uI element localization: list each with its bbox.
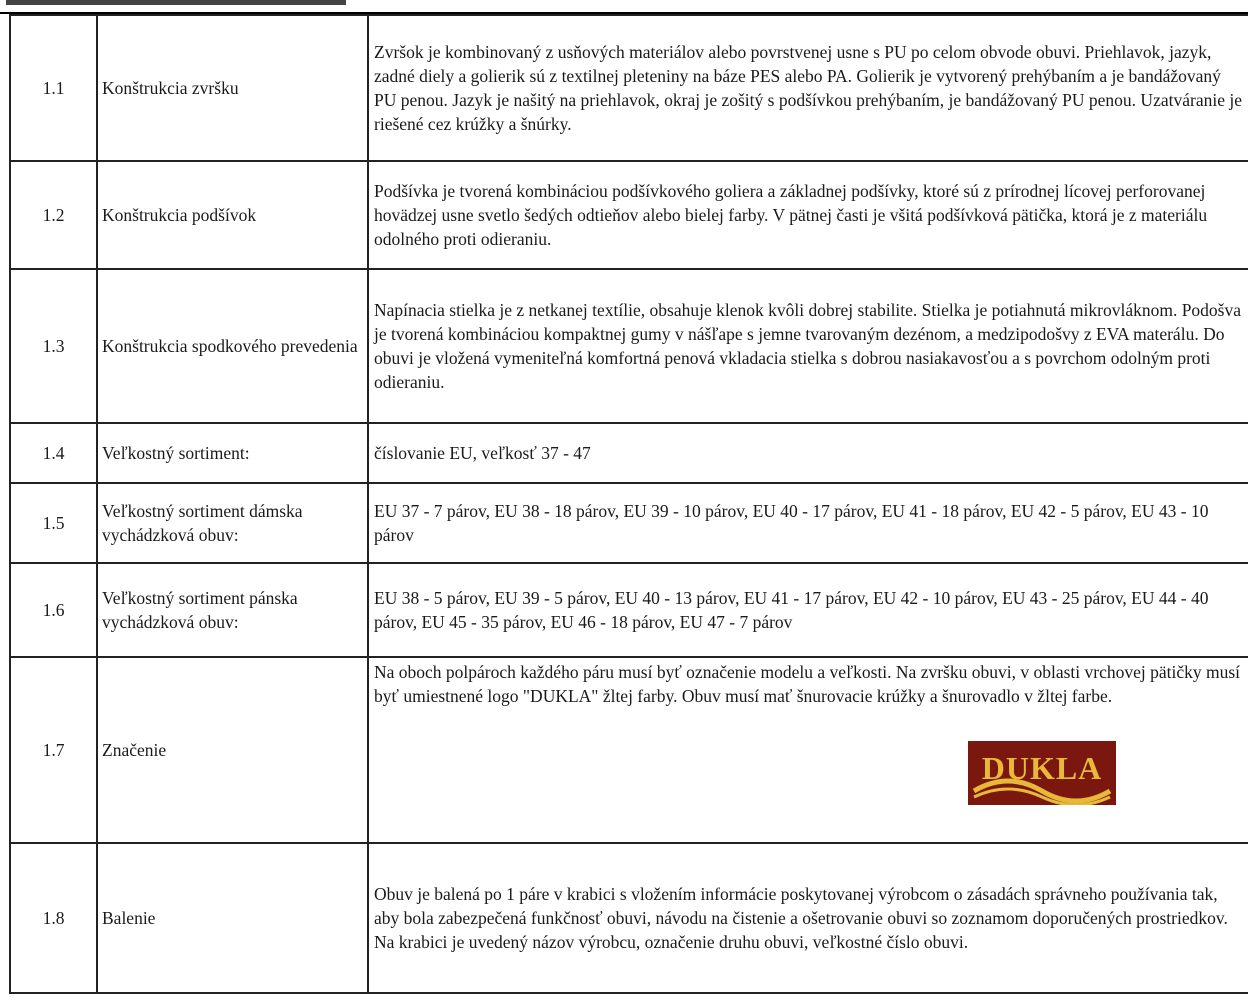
row-number: 1.4	[10, 423, 97, 483]
row-label: Veľkostný sortiment:	[97, 423, 368, 483]
cropped-section-header	[0, 0, 1248, 14]
row-description: Zvršok je kombinovaný z usňových materiálov alebo povrstvenej usne s PU po celom obvode obuvi. Priehlavok, jazyk, zadné diely a golierik sú z textilnej pleteniny na báze PES alebo PA. Golierik je vytvorený prehýbaním a je bandážovaný PU penou. Jazyk je našitý na priehlavok, okraj je zošitý s podšívkou prehýbaním, je bandážovaný PU penou. Uzatváranie je riešené cez krúžky a šnúrky.	[368, 15, 1248, 161]
table-row	[10, 483, 1248, 563]
logo-text: DUKLA	[981, 750, 1103, 786]
row-number: 1.2	[10, 161, 97, 269]
row-number: 1.1	[10, 15, 97, 161]
row-label: Veľkostný sortiment pánska vychádzková obuv:	[97, 563, 368, 657]
row-label: Balenie	[97, 843, 368, 993]
table-row	[10, 843, 1248, 993]
specification-table	[9, 14, 1248, 994]
row-description: Napínacia stielka je z netkanej textílie, obsahuje klenok kvôli dobrej stabilite. Stielka je potiahnutá mikrovláknom. Podošva je tvorená kombináciou kompaktnej gumy v nášľape s jemne tvarovaným dezénom, a medzipodošvy z EVA materálu. Do obuvi je vložená vymeniteľná komfortná penová vkladacia stielka s dobrou nasiakavosťou a s povrchom odolným proti odieraniu.	[368, 269, 1248, 423]
row-label: Veľkostný sortiment dámska vychádzková obuv:	[97, 483, 368, 563]
row-description: Podšívka je tvorená kombináciou podšívkového goliera a základnej podšívky, ktoré sú z prírodnej lícovej perforovanej hovädzej usne svetlo šedých odtieňov alebo bielej farby. V pätnej časti je všitá podšívková pätička, ktorá je z materiálu odolného proti odieraniu.	[368, 161, 1248, 269]
table-row	[10, 657, 1248, 843]
row-description-text: Na oboch polpároch každého páru musí byť označenie modelu a veľkosti. Na zvršku obuvi, v oblasti vrchovej pätičky musí byť umiestnené logo "DUKLA" žltej farby. Obuv musí mať šnurovacie krúžky a šnurovadlo v žltej farbe.	[374, 662, 1241, 706]
table-row	[10, 563, 1248, 657]
row-label: Konštrukcia podšívok	[97, 161, 368, 269]
row-number: 1.7	[10, 657, 97, 843]
row-label: Konštrukcia spodkového prevedenia	[97, 269, 368, 423]
row-number: 1.5	[10, 483, 97, 563]
table-row	[10, 15, 1248, 161]
table-row	[10, 423, 1248, 483]
row-label: Konštrukcia zvršku	[97, 15, 368, 161]
row-description: Obuv je balená po 1 páre v krabici s vložením informácie poskytovanej výrobcom o zásadách správneho používania tak, aby bola zabezpečená funkčnosť obuvi, návodu na čistenie a ošetrovanie obuvi so zoznamom doporučených prostriedkov. Na krabici je uvedený názov výrobcu, označenie druhu obuvi, veľkostné číslo obuvi.	[368, 843, 1248, 993]
row-number: 1.8	[10, 843, 97, 993]
dukla-logo-image	[968, 741, 1116, 805]
table-row	[10, 161, 1248, 269]
row-description	[368, 657, 1248, 843]
row-description: EU 37 - 7 párov, EU 38 - 18 párov, EU 39 - 10 párov, EU 40 - 17 párov, EU 41 - 18 párov, EU 42 - 5 párov, EU 43 - 10 párov	[368, 483, 1248, 563]
row-label: Značenie	[97, 657, 368, 843]
row-description: EU 38 - 5 párov, EU 39 - 5 párov, EU 40 - 13 párov, EU 41 - 17 párov, EU 42 - 10 párov, EU 43 - 25 párov, EU 44 - 40 párov, EU 45 - 35 párov, EU 46 - 18 párov, EU 47 - 7 párov	[368, 563, 1248, 657]
row-number: 1.6	[10, 563, 97, 657]
dukla-logo	[968, 741, 1116, 811]
table-row	[10, 269, 1248, 423]
row-description: číslovanie EU, veľkosť 37 - 47	[368, 423, 1248, 483]
row-number: 1.3	[10, 269, 97, 423]
cropped-header-text	[6, 0, 346, 5]
